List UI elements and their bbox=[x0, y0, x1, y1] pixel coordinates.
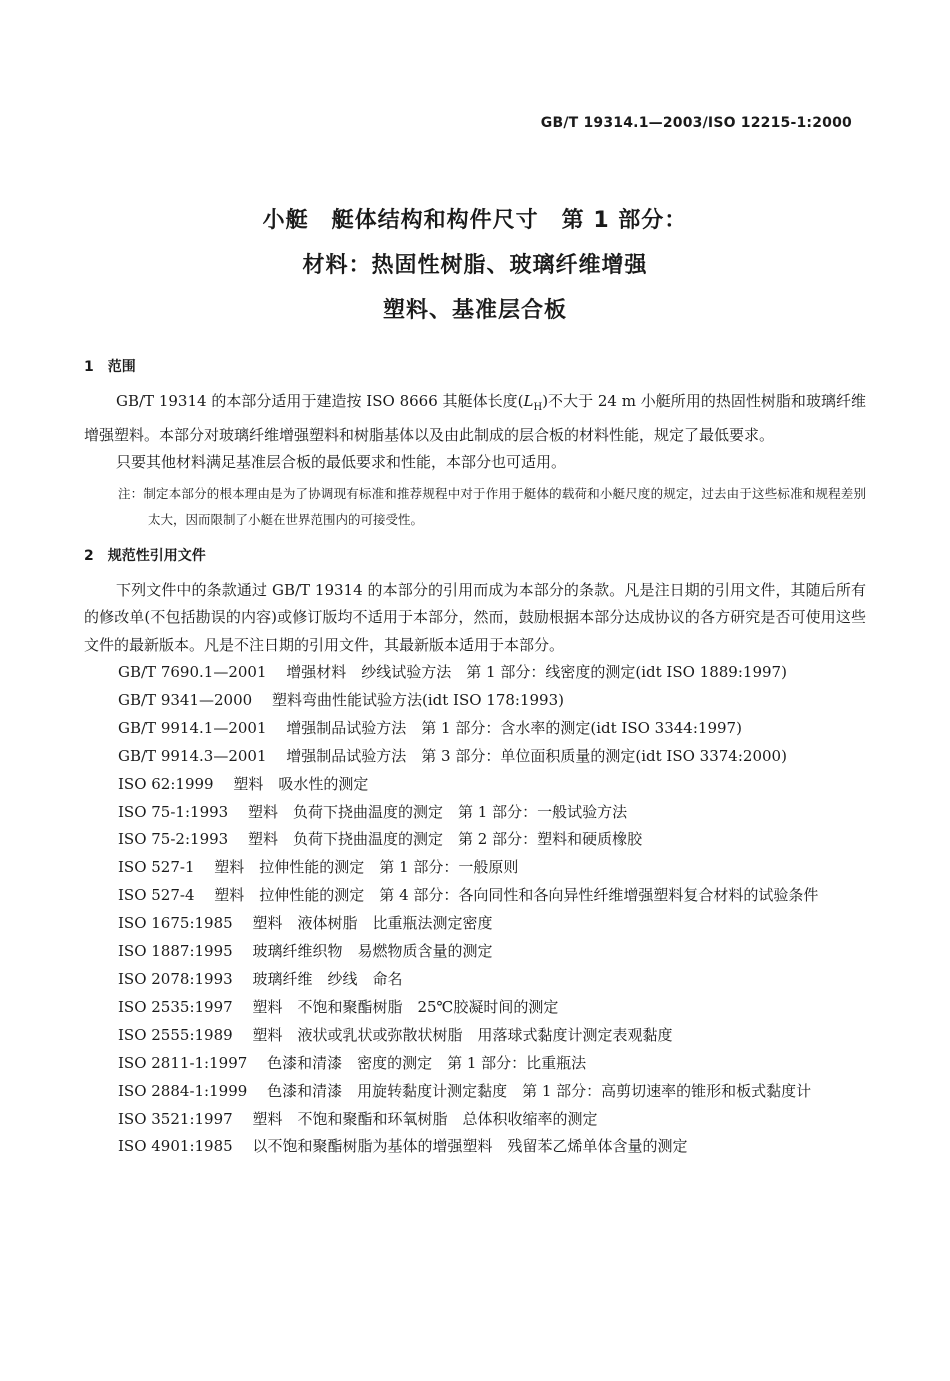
reference-item bbox=[84, 910, 866, 938]
reference-title: 塑料 负荷下挠曲温度的测定 第 2 部分：塑料和硬质橡胶 bbox=[247, 830, 643, 849]
reference-title: 增强制品试验方法 第 1 部分：含水率的测定(idt ISO 3344:1997) bbox=[286, 718, 742, 737]
reference-title: 塑料 液体树脂 比重瓶法测定密度 bbox=[252, 914, 493, 933]
reference-code: ISO 2078:1993 bbox=[118, 969, 233, 988]
reference-title: 以不饱和聚酯树脂为基体的增强塑料 残留苯乙烯单体含量的测定 bbox=[252, 1137, 688, 1156]
reference-item bbox=[84, 1078, 866, 1106]
reference-title: 增强制品试验方法 第 3 部分：单位面积质量的测定(idt ISO 3374:2000) bbox=[286, 746, 787, 765]
reference-item bbox=[84, 1106, 866, 1134]
reference-item bbox=[84, 1050, 866, 1078]
para1-var: L bbox=[523, 392, 534, 410]
reference-title: 色漆和清漆 密度的测定 第 1 部分：比重瓶法 bbox=[267, 1053, 587, 1072]
reference-item bbox=[84, 882, 866, 910]
document-body bbox=[84, 352, 866, 1161]
para1-text-a: GB/T 19314 的本部分适用于建造按 ISO 8666 其艇体长度( bbox=[116, 392, 524, 410]
reference-item bbox=[84, 938, 866, 966]
reference-title: 塑料 不饱和聚酯树脂 25℃胶凝时间的测定 bbox=[252, 997, 559, 1016]
reference-title: 玻璃纤维织物 易燃物质含量的测定 bbox=[252, 942, 493, 961]
reference-item bbox=[84, 826, 866, 854]
reference-item bbox=[84, 966, 866, 994]
reference-code: ISO 75-2:1993 bbox=[118, 830, 229, 849]
reference-code: GB/T 9914.1—2001 bbox=[118, 718, 267, 737]
para1-sub: H bbox=[533, 402, 543, 413]
reference-item bbox=[84, 687, 866, 715]
reference-list bbox=[84, 659, 866, 1161]
reference-title: 塑料 吸水性的测定 bbox=[233, 774, 369, 793]
reference-code: ISO 3521:1997 bbox=[118, 1109, 233, 1128]
reference-code: ISO 527-1 bbox=[118, 858, 195, 877]
reference-code: ISO 1675:1985 bbox=[118, 914, 233, 933]
reference-title: 塑料 液状或乳状或弥散状树脂 用落球式黏度计测定表观黏度 bbox=[252, 1025, 673, 1044]
section-1-paragraph-1 bbox=[84, 388, 866, 449]
reference-item bbox=[84, 854, 866, 882]
section-1-paragraph-2: 只要其他材料满足基准层合板的最低要求和性能，本部分也可适用。 bbox=[116, 453, 567, 471]
reference-title: 色漆和清漆 用旋转黏度计测定黏度 第 1 部分：高剪切速率的锥形和板式黏度计 bbox=[267, 1081, 812, 1100]
section-1-note: 注：制定本部分的根本理由是为了协调现有标准和推荐规程中对于作用于艇体的载荷和小艇尺度的规定，过去由于这些标准和规程差别太大，因而限制了小艇在世界范围内的可接受性。 bbox=[118, 485, 866, 527]
reference-title: 塑料 拉伸性能的测定 第 4 部分：各向同性和各向异性纤维增强塑料复合材料的试验条件 bbox=[214, 886, 819, 905]
reference-item bbox=[84, 771, 866, 799]
reference-item bbox=[84, 743, 866, 771]
reference-code: ISO 4901:1985 bbox=[118, 1137, 233, 1156]
reference-item bbox=[84, 994, 866, 1022]
section-2-intro: 下列文件中的条款通过 GB/T 19314 的本部分的引用而成为本部分的条款。凡是注日期的引用文件，其随后所有的修改单(不包括勘误的内容)或修订版均不适用于本部分，然而，鼓励根据本部分达成协议的各方研究是否可使用这些文件的最新版本。凡是不注日期的引用文件，其最新版本适用于本部分。 bbox=[84, 580, 866, 654]
reference-item bbox=[84, 1022, 866, 1050]
title-line-1: 小艇 艇体结构和构件尺寸 第 1 部分： bbox=[262, 208, 688, 233]
reference-code: ISO 1887:1995 bbox=[118, 942, 233, 961]
standard-code: GB/T 19314.1—2003/ISO 12215-1:2000 bbox=[540, 115, 852, 131]
reference-title: 塑料 拉伸性能的测定 第 1 部分：一般原则 bbox=[214, 858, 519, 877]
reference-code: ISO 2811-1:1997 bbox=[118, 1053, 248, 1072]
reference-code: ISO 75-1:1993 bbox=[118, 802, 229, 821]
reference-title: 玻璃纤维 纱线 命名 bbox=[252, 969, 403, 988]
reference-code: GB/T 9341—2000 bbox=[118, 690, 253, 709]
reference-code: ISO 2555:1989 bbox=[118, 1025, 233, 1044]
reference-code: GB/T 7690.1—2001 bbox=[118, 663, 267, 681]
reference-item bbox=[84, 715, 866, 743]
section-1-heading: 1 范围 bbox=[84, 359, 136, 375]
reference-code: ISO 62:1999 bbox=[118, 774, 214, 793]
reference-code: GB/T 9914.3—2001 bbox=[118, 746, 267, 765]
reference-item bbox=[84, 799, 866, 827]
document-title bbox=[0, 198, 950, 333]
reference-item bbox=[84, 1133, 866, 1161]
reference-item bbox=[84, 659, 866, 687]
title-line-3: 塑料、基准层合板 bbox=[382, 298, 567, 323]
title-line-2: 材料：热固性树脂、玻璃纤维增强 bbox=[302, 253, 648, 278]
reference-title: 增强材料 纱线试验方法 第 1 部分：线密度的测定(idt ISO 1889:1997) bbox=[286, 663, 787, 681]
reference-title: 塑料 不饱和聚酯和环氧树脂 总体积收缩率的测定 bbox=[252, 1109, 598, 1128]
para1-text-b: )不大于 24 m 小艇所用的热固性树脂和玻璃纤维增强塑料。本部分对玻璃纤维增强塑料和树脂基体以及由此制成的层合板的材料性能，规定了最低要求。 bbox=[84, 392, 867, 444]
reference-title: 塑料 负荷下挠曲温度的测定 第 1 部分：一般试验方法 bbox=[247, 802, 628, 821]
reference-code: ISO 527-4 bbox=[118, 886, 195, 905]
reference-code: ISO 2535:1997 bbox=[118, 997, 233, 1016]
reference-code: ISO 2884-1:1999 bbox=[118, 1081, 248, 1100]
section-2-heading: 2 规范性引用文件 bbox=[84, 547, 206, 564]
reference-title: 塑料弯曲性能试验方法(idt ISO 178:1993) bbox=[271, 690, 564, 709]
